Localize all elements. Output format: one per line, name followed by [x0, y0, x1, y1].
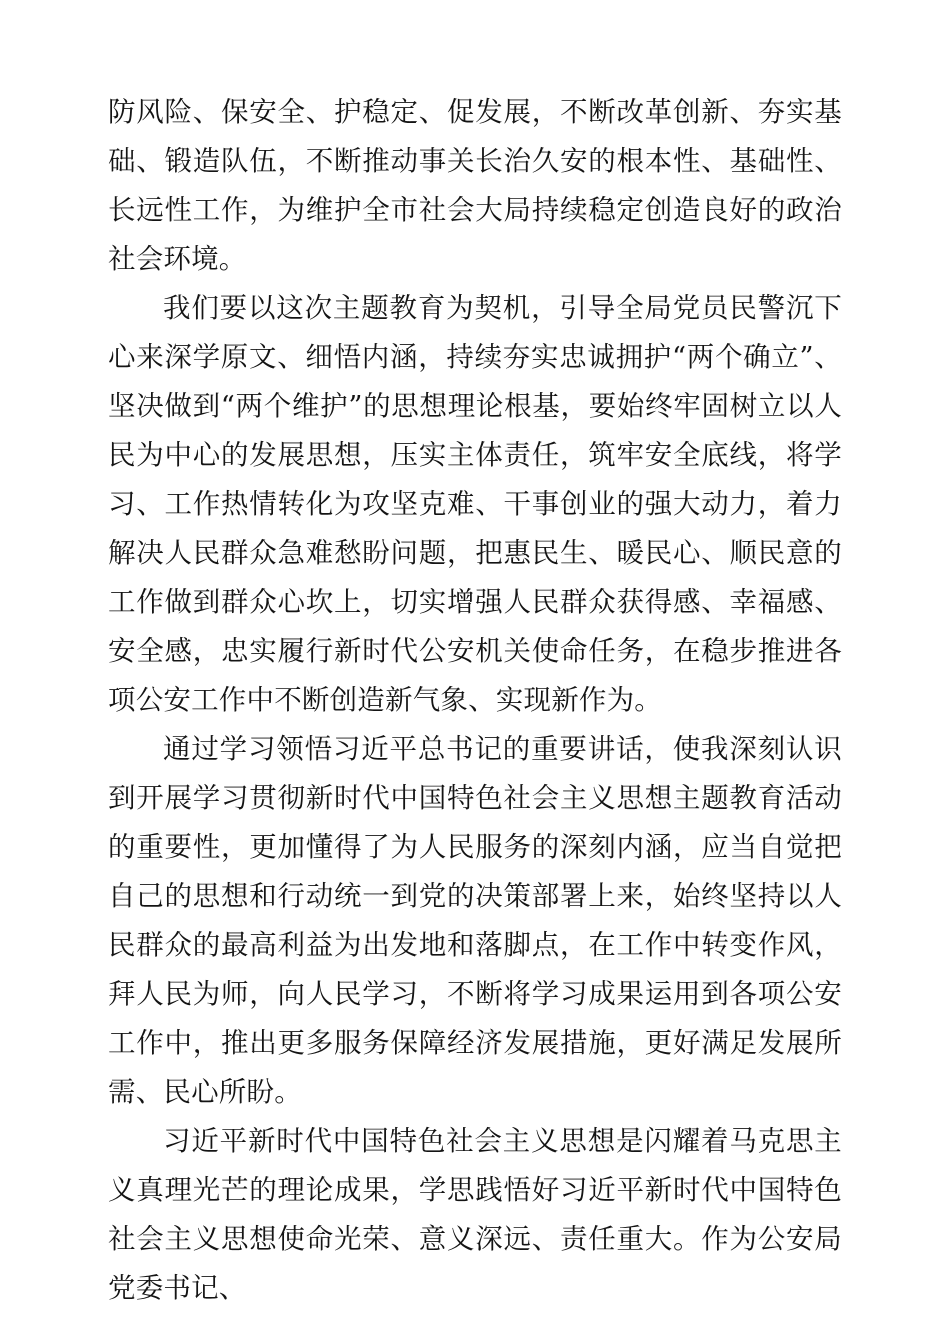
paragraph-4: 习近平新时代中国特色社会主义思想是闪耀着马克思主义真理光芒的理论成果，学思践悟好习近平新时代中国特色社会主义思想使命光荣、意义深远、责任重大。作为公安局党委书记、	[108, 1125, 842, 1304]
document-body	[108, 88, 842, 1313]
paragraph-1: 防风险、保安全、护稳定、促发展，不断改革创新、夯实基础、锻造队伍，不断推动事关长治久安的根本性、基础性、长远性工作，为维护全市社会大局持续稳定创造良好的政治社会环境。	[108, 96, 842, 275]
paragraph-3: 通过学习领悟习近平总书记的重要讲话，使我深刻认识到开展学习贯彻新时代中国特色社会主义思想主题教育活动的重要性，更加懂得了为人民服务的深刻内涵，应当自觉把自己的思想和行动统一到党的决策部署上来，始终坚持以人民群众的最高利益为出发地和落脚点，在工作中转变作风，拜人民为师，向人民学习，不断将学习成果运用到各项公安工作中，推出更多服务保障经济发展措施，更好满足发展所需、民心所盼。	[108, 733, 842, 1108]
paragraph-2: 我们要以这次主题教育为契机，引导全局党员民警沉下心来深学原文、细悟内涵，持续夯实忠诚拥护“两个确立”、坚决做到“两个维护”的思想理论根基，要始终牢固树立以人民为中心的发展思想，压实主体责任，筑牢安全底线，将学习、工作热情转化为攻坚克难、干事创业的强大动力，着力解决人民群众急难愁盼问题，把惠民生、暖民心、顺民意的工作做到群众心坎上，切实增强人民群众获得感、幸福感、安全感，忠实履行新时代公安机关使命任务，在稳步推进各项公安工作中不断创造新气象、实现新作为。	[108, 292, 842, 716]
